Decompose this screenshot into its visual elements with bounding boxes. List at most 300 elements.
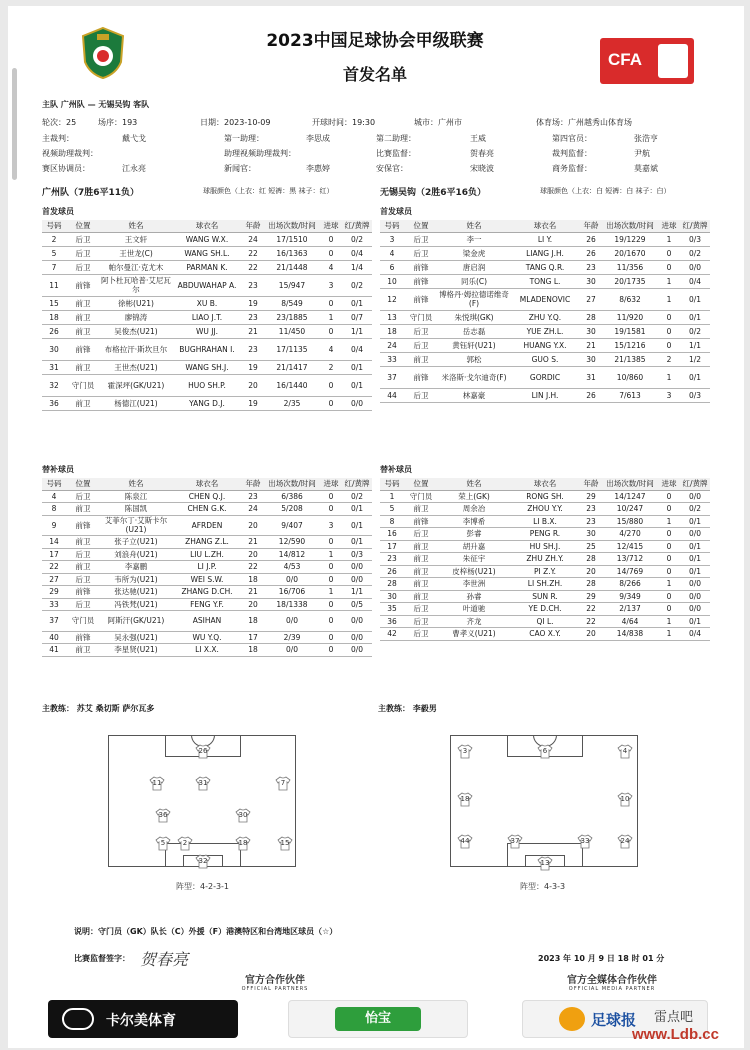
- away-team-name: 无锡吴钩（2胜6平16负）: [380, 188, 487, 198]
- cell: 后卫: [404, 628, 438, 641]
- cell: 1: [658, 615, 680, 628]
- cell: 16/1363: [264, 246, 320, 260]
- cell: GORDIC: [510, 366, 580, 388]
- cell: 23: [242, 310, 264, 324]
- cell: 25: [580, 540, 602, 553]
- cell: 周余冶: [438, 503, 510, 516]
- match-info-field: 李惠婷: [306, 164, 330, 173]
- player-row: [380, 388, 710, 402]
- shirt-number: 33: [580, 837, 590, 845]
- cell: QI L.: [510, 615, 580, 628]
- match-info-field: 尹航: [634, 149, 650, 158]
- cell: 守门员: [66, 374, 100, 396]
- match-info-field: 新闻官：: [224, 164, 256, 173]
- player-shirt-icon: [177, 836, 193, 851]
- column-header: 红/黄牌: [680, 220, 710, 232]
- home-subs-table: [42, 478, 372, 657]
- cell: 17: [380, 540, 404, 553]
- cell: 前卫: [404, 352, 438, 366]
- cell: 4/53: [264, 561, 320, 574]
- match-info-field: 商务监督：: [552, 164, 592, 173]
- cell: 16: [380, 528, 404, 541]
- cell: 0/0: [680, 590, 710, 603]
- cell: 0/2: [342, 490, 372, 503]
- away-formation-label: 阵型：4-3-3: [520, 882, 566, 891]
- cell: 14/812: [264, 548, 320, 561]
- column-header: 号码: [42, 478, 66, 490]
- cell: 19: [242, 296, 264, 310]
- cell: 8/266: [602, 578, 658, 591]
- cell: 0: [320, 246, 342, 260]
- cell: 2/137: [602, 603, 658, 616]
- cell: 0/1: [680, 540, 710, 553]
- column-header: 球衣名: [510, 478, 580, 490]
- cell: 前锋: [404, 515, 438, 528]
- cell: 前卫: [66, 503, 100, 516]
- cell: 17/1135: [264, 338, 320, 360]
- player-shirt-icon: [195, 776, 211, 791]
- cell: 孙睿: [438, 590, 510, 603]
- cell: 陈泉江: [100, 490, 172, 503]
- cell: GUO S.: [510, 352, 580, 366]
- cell: 0/1: [342, 296, 372, 310]
- player-row: [42, 310, 372, 324]
- cell: 1/1: [342, 324, 372, 338]
- page-subtitle: 首发名单: [342, 65, 407, 84]
- cell: 后卫: [66, 598, 100, 611]
- cell: 8/632: [602, 288, 658, 310]
- cell: 6/386: [264, 490, 320, 503]
- cell: 20: [580, 565, 602, 578]
- home-starters-label: 首发球员: [42, 207, 74, 216]
- cell: 19: [242, 396, 264, 410]
- cell: LI J.P.: [172, 561, 242, 574]
- column-header: 进球: [658, 478, 680, 490]
- cell: ZHU ZH.Y.: [510, 553, 580, 566]
- supervisor-signature: 贺春亮: [140, 950, 189, 969]
- cell: 5/208: [264, 503, 320, 516]
- sponsor-cestbon: 怡宝: [288, 1000, 468, 1038]
- cell: 0/1: [342, 374, 372, 396]
- cell: 前锋: [66, 515, 100, 536]
- cell: 11/356: [602, 260, 658, 274]
- cell: 0: [658, 490, 680, 503]
- cell: 前卫: [404, 565, 438, 578]
- column-header: 进球: [320, 220, 342, 232]
- cell: 41: [42, 644, 66, 657]
- cell: PI Z.Y.: [510, 565, 580, 578]
- cell: 32: [42, 374, 66, 396]
- cell: 22: [242, 246, 264, 260]
- cell: 后卫: [404, 603, 438, 616]
- cell: 博格丹·姆拉德诺维奇(F): [439, 290, 509, 308]
- cell: 13: [380, 310, 404, 324]
- cell: MLADENOVIC: [510, 288, 580, 310]
- cell: 0/3: [680, 232, 710, 246]
- cell: 艾菲尔丁·艾斯卡尔(U21): [100, 515, 172, 536]
- cell: 18: [42, 310, 66, 324]
- cell: HUO SH.P.: [172, 374, 242, 396]
- cell: 28: [580, 553, 602, 566]
- cell: 0/2: [342, 274, 372, 296]
- cfa-logo: CFA: [600, 38, 694, 84]
- column-header: 进球: [658, 220, 680, 232]
- cell: 4: [380, 246, 404, 260]
- column-header: 年龄: [580, 478, 602, 490]
- cell: 阿斯汗(GK/U21): [100, 611, 172, 632]
- match-info-field: 场序：193: [98, 118, 138, 127]
- cell: 31: [580, 366, 602, 388]
- cell: 22: [242, 260, 264, 274]
- legend-note: 说明：守门员（GK）队长（C）外援（F）港澳特区和台湾地区球员（☆）: [74, 927, 338, 936]
- cell: 守门员: [404, 490, 438, 503]
- cell: 林嘉豪: [438, 388, 510, 402]
- cell: 5: [42, 246, 66, 260]
- cell: 曹孝义(U21): [438, 628, 510, 641]
- cell: 0: [658, 603, 680, 616]
- cell: 24: [242, 503, 264, 516]
- player-row: [42, 598, 372, 611]
- match-info-field: 李思成: [306, 134, 330, 143]
- cell: 30: [580, 274, 602, 288]
- player-row: [42, 324, 372, 338]
- cell: 0: [658, 260, 680, 274]
- cell: 7: [42, 260, 66, 274]
- player-row: [380, 528, 710, 541]
- cell: 23/1885: [264, 310, 320, 324]
- player-shirt-icon: [457, 792, 473, 807]
- player-row: [380, 578, 710, 591]
- match-info-field: 第一助理：: [224, 134, 264, 143]
- cell: 18: [242, 644, 264, 657]
- cell: 0: [320, 296, 342, 310]
- cell: 29: [580, 590, 602, 603]
- cell: 28: [580, 310, 602, 324]
- cell: 0: [320, 396, 342, 410]
- player-shirt-icon: [617, 834, 633, 849]
- cell: 35: [380, 603, 404, 616]
- player-row: [42, 232, 372, 246]
- home-subs-label: 替补球员: [42, 465, 74, 474]
- column-header: 红/黄牌: [342, 220, 372, 232]
- cell: 黄钰轩(U21): [438, 338, 510, 352]
- cell: 0: [320, 232, 342, 246]
- cell: 前锋: [66, 631, 100, 644]
- shirt-number: 30: [238, 811, 248, 819]
- cell: 前卫: [404, 578, 438, 591]
- cell: 荣上(GK): [438, 490, 510, 503]
- cell: 30: [580, 352, 602, 366]
- cell: 后卫: [404, 528, 438, 541]
- cell: HUANG Y.X.: [510, 338, 580, 352]
- cell: 霍深坪(GK/U21): [100, 374, 172, 396]
- cell: 1: [658, 232, 680, 246]
- cell: 0: [320, 324, 342, 338]
- cell: 0/1: [342, 536, 372, 549]
- cell: 1: [658, 628, 680, 641]
- player-shirt-icon: [617, 744, 633, 759]
- away-formation-pitch: [450, 735, 638, 867]
- column-header: 姓名: [100, 478, 172, 490]
- cell: ZHU Y.Q.: [510, 310, 580, 324]
- cell: LI SH.ZH.: [510, 578, 580, 591]
- cell: 31: [42, 360, 66, 374]
- cell: 1: [658, 515, 680, 528]
- player-shirt-icon: [507, 834, 523, 849]
- column-header: 号码: [380, 220, 404, 232]
- cell: WU JJ.: [172, 324, 242, 338]
- cell: 0/0: [342, 573, 372, 586]
- cell: 0/2: [680, 246, 710, 260]
- cell: 0: [320, 611, 342, 632]
- match-info-field: 第四官员：: [552, 134, 592, 143]
- cell: 0/1: [680, 553, 710, 566]
- match-info-field: 贺春亮: [470, 149, 494, 158]
- cell: XU B.: [172, 296, 242, 310]
- column-header: 出场次数/时间: [264, 478, 320, 490]
- cell: 22: [580, 615, 602, 628]
- home-formation-label: 阵型：4-2-3-1: [176, 882, 230, 891]
- column-header: 球衣名: [172, 220, 242, 232]
- cell: 徐彬(U21): [100, 296, 172, 310]
- cell: 22: [242, 561, 264, 574]
- cell: 0/2: [342, 232, 372, 246]
- cell: 1: [320, 310, 342, 324]
- column-header: 位置: [404, 220, 438, 232]
- cell: 0/4: [342, 338, 372, 360]
- column-header: 位置: [66, 220, 100, 232]
- cell: 0/0: [264, 573, 320, 586]
- column-header: 年龄: [580, 220, 602, 232]
- cell: 16/706: [264, 586, 320, 599]
- shirt-number: 5: [160, 839, 166, 847]
- cell: 后卫: [404, 615, 438, 628]
- cell: 前卫: [66, 360, 100, 374]
- cell: 郭松: [438, 352, 510, 366]
- cell: 10/860: [602, 366, 658, 388]
- cell: 前锋: [404, 274, 438, 288]
- cell: 40: [42, 631, 66, 644]
- cell: 26: [42, 324, 66, 338]
- cell: 2: [42, 232, 66, 246]
- cell: 0: [320, 598, 342, 611]
- player-row: [42, 586, 372, 599]
- cell: 后卫: [66, 246, 100, 260]
- cell: 14/838: [602, 628, 658, 641]
- cell: 前卫: [66, 536, 100, 549]
- cell: 同乐(C): [438, 274, 510, 288]
- cell: BUGHRAHAN I.: [172, 338, 242, 360]
- player-row: [380, 515, 710, 528]
- cell: LIN J.H.: [510, 388, 580, 402]
- player-row: [380, 553, 710, 566]
- cell: 23: [380, 553, 404, 566]
- cell: 29: [42, 586, 66, 599]
- cell: 0/1: [680, 366, 710, 388]
- partners-label: 官方合作伙伴 OFFICIAL PARTNERS: [241, 975, 309, 992]
- cell: 1/1: [680, 338, 710, 352]
- cell: HU SH.J.: [510, 540, 580, 553]
- match-info-field: 赛区协调员：: [42, 164, 90, 173]
- cell: 16/1440: [264, 374, 320, 396]
- cell: 29: [580, 490, 602, 503]
- cell: YANG D.J.: [172, 396, 242, 410]
- cell: 廖锦涛: [100, 310, 172, 324]
- cell: 0: [658, 246, 680, 260]
- cell: 28: [580, 578, 602, 591]
- player-row: [42, 374, 372, 396]
- cell: 朱征宇: [438, 553, 510, 566]
- cell: 前卫: [404, 503, 438, 516]
- cell: 阿卜杜瓦哈普·艾尼瓦尔: [101, 276, 171, 294]
- cell: 0/0: [680, 490, 710, 503]
- issue-timestamp: 2023 年 10 月 9 日 18 时 01 分: [538, 954, 665, 963]
- cell: TANG Q.R.: [510, 260, 580, 274]
- cell: 3: [658, 388, 680, 402]
- player-row: [380, 338, 710, 352]
- match-info-field: 开球时间：19:30: [312, 118, 376, 127]
- cell: 3: [380, 232, 404, 246]
- cell: YE D.CH.: [510, 603, 580, 616]
- page-title: 2023中国足球协会甲级联赛: [266, 31, 484, 51]
- cell: 33: [380, 352, 404, 366]
- shirt-number: 37: [510, 837, 520, 845]
- cell: 前锋: [66, 586, 100, 599]
- player-shirt-icon: [617, 792, 633, 807]
- shirt-number: 31: [198, 779, 208, 787]
- cell: 4/270: [602, 528, 658, 541]
- cell: 0/0: [342, 631, 372, 644]
- cell: 11: [42, 274, 66, 296]
- player-row: [380, 366, 710, 388]
- cell: 8/549: [264, 296, 320, 310]
- cell: 44: [380, 388, 404, 402]
- match-info-field: 比赛监督：: [376, 149, 416, 158]
- cell: 13/712: [602, 553, 658, 566]
- cell: 张子立(U21): [100, 536, 172, 549]
- player-shirt-icon: [195, 854, 211, 869]
- match-info-field: 戴弋戈: [122, 134, 146, 143]
- kelme-logo-icon: [62, 1008, 94, 1030]
- cell: 36: [42, 396, 66, 410]
- away-starters-table: [380, 220, 710, 403]
- cell: 1: [320, 548, 342, 561]
- cell: 4: [320, 260, 342, 274]
- cell: 0: [320, 631, 342, 644]
- column-header: 球衣名: [172, 478, 242, 490]
- player-shirt-icon: [235, 808, 251, 823]
- cell: FENG Y.F.: [172, 598, 242, 611]
- shirt-number: 10: [620, 795, 630, 803]
- home-formation-pitch: [108, 735, 296, 867]
- cell: 0/4: [680, 628, 710, 641]
- shirt-number: 2: [182, 839, 188, 847]
- cell: 吴永强(U21): [100, 631, 172, 644]
- cell: 8: [380, 515, 404, 528]
- cell: ZHANG Z.L.: [172, 536, 242, 549]
- cell: 18/1338: [264, 598, 320, 611]
- cell: 23: [242, 338, 264, 360]
- shirt-number: 7: [280, 779, 286, 787]
- cell: 0/3: [680, 388, 710, 402]
- cell: 1/1: [342, 586, 372, 599]
- cell: 0: [320, 644, 342, 657]
- cell: 22: [42, 561, 66, 574]
- cell: 20/1735: [602, 274, 658, 288]
- match-info-field: 裁判监督：: [552, 149, 592, 158]
- match-info-field: 张浩亨: [634, 134, 658, 143]
- cell: ASIHAN: [172, 611, 242, 632]
- player-shirt-icon: [275, 776, 291, 791]
- player-row: [380, 352, 710, 366]
- shirt-number: 18: [238, 839, 248, 847]
- cell: ZHOU Y.Y.: [510, 503, 580, 516]
- cell: 前卫: [66, 296, 100, 310]
- cell: 2: [320, 360, 342, 374]
- watermark-url: www.Ldb.cc: [632, 1026, 719, 1043]
- cell: 24: [380, 338, 404, 352]
- cell: 3: [320, 274, 342, 296]
- cell: AFRDEN: [172, 515, 242, 536]
- match-info-field: 体育场：广州越秀山体育场: [536, 118, 632, 127]
- cell: 1: [380, 490, 404, 503]
- cell: 0/0: [680, 260, 710, 274]
- cell: 朱悦琪(GK): [438, 310, 510, 324]
- column-header: 进球: [320, 478, 342, 490]
- cell: 后卫: [66, 548, 100, 561]
- cell: 1: [658, 366, 680, 388]
- cell: 0: [658, 310, 680, 324]
- player-row: [380, 232, 710, 246]
- cell: 0: [658, 338, 680, 352]
- cell: 21/1448: [264, 260, 320, 274]
- cell: 27: [580, 288, 602, 310]
- away-kit-colors: 球服颜色（上衣：白 短裤：白 袜子：白）: [540, 187, 671, 195]
- player-shirt-icon: [577, 834, 593, 849]
- player-row: [380, 288, 710, 310]
- player-row: [380, 603, 710, 616]
- home-coach: 主教练： 苏艾 桑切斯 萨尔瓦多: [42, 704, 155, 713]
- cell: 28: [380, 578, 404, 591]
- player-row: [42, 338, 372, 360]
- cell: 4/64: [602, 615, 658, 628]
- cell: 李一: [438, 232, 510, 246]
- cell: 21: [580, 338, 602, 352]
- cell: 张达驰(U21): [100, 586, 172, 599]
- cell: WANG W.X.: [172, 232, 242, 246]
- cell: 23: [580, 515, 602, 528]
- player-row: [380, 628, 710, 641]
- cell: 15/1216: [602, 338, 658, 352]
- cell: 0/0: [680, 578, 710, 591]
- shirt-number: 32: [198, 857, 208, 865]
- shirt-number: 13: [540, 859, 550, 867]
- cell: 0/0: [680, 528, 710, 541]
- player-row: [42, 548, 372, 561]
- cell: 24: [242, 232, 264, 246]
- cell: 1: [658, 274, 680, 288]
- cell: 前锋: [404, 366, 438, 388]
- cell: TONG L.: [510, 274, 580, 288]
- cell: 30: [580, 528, 602, 541]
- player-row: [42, 644, 372, 657]
- cell: 彭睿: [438, 528, 510, 541]
- cell: 李博希: [438, 515, 510, 528]
- cell: 21/1417: [264, 360, 320, 374]
- cell: 0/1: [680, 615, 710, 628]
- cell: 17: [42, 548, 66, 561]
- player-row: [380, 590, 710, 603]
